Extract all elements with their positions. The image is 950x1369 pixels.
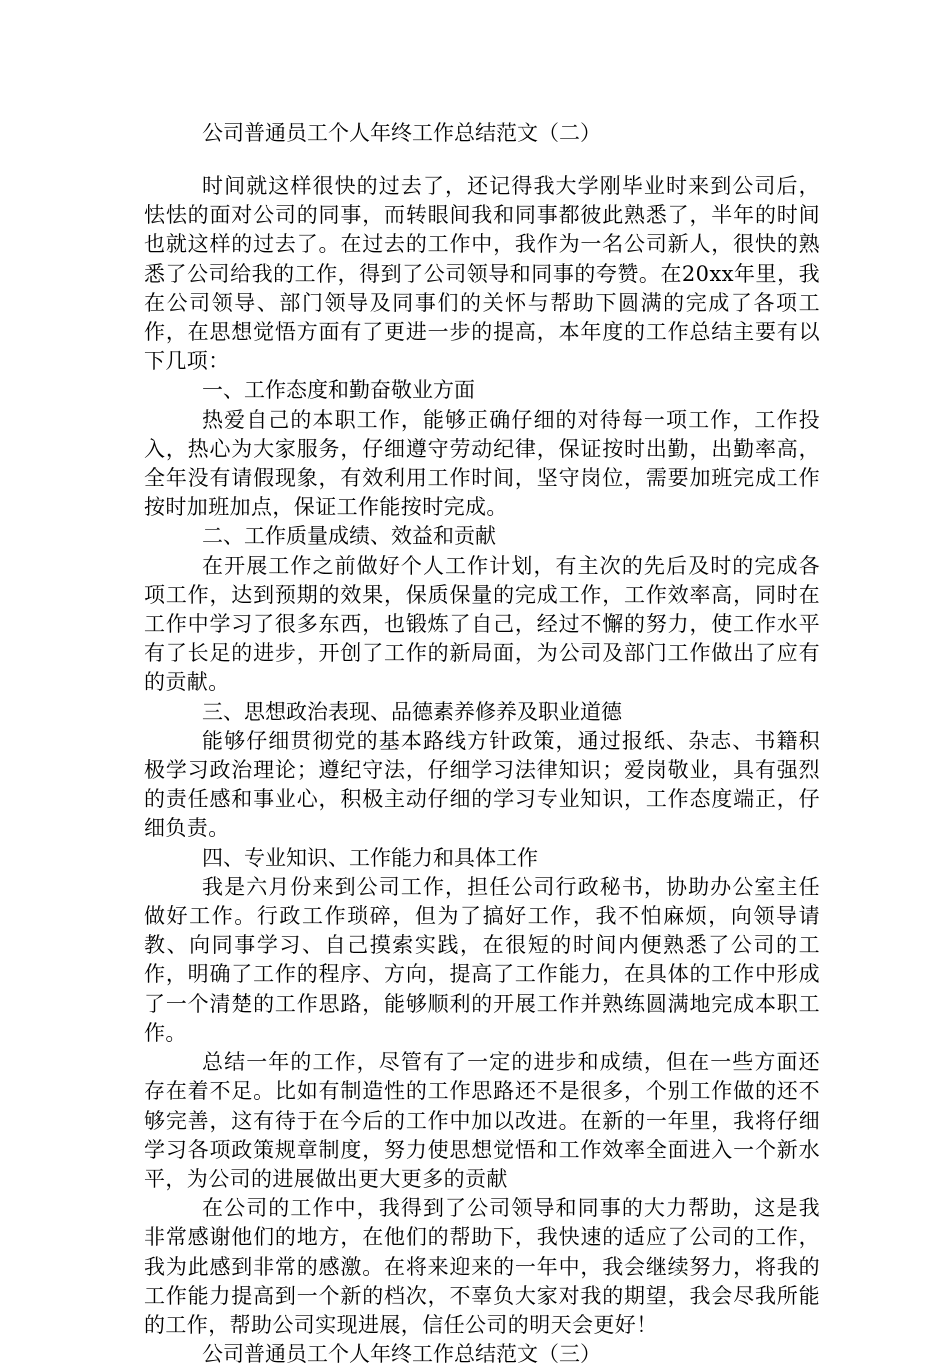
section-heading-4: 四、专业知识、工作能力和具体工作 [202,845,538,870]
summary-paragraph: 总结一年的工作，尽管有了一定的进步和成绩，但在一些方面还存在着不足。比如有制造性的工作思路还不是很多，个别工作做的还不够完善，这有待于在今后的工作中加以改进。在新的一年里，我将仔细学习各项政策规章制度，努力使思想觉悟和工作效率全面进入一个新水平，为公司的进展做出更大更多的贡献 [144,1050,820,1191]
document-page [144,118,820,1369]
closing-paragraph: 在公司的工作中，我得到了公司领导和同事的大力帮助，这是我非常感谢他们的地方，在他们的帮助下，我快速的适应了公司的工作，我为此感到非常的感激。在将来迎来的一年中，我会继续努力，将我的工作能力提高到一个新的档次，不辜负大家对我的期望，我会尽我所能的工作，帮助公司实现进展，信任公司的明天会更好！ [144,1196,820,1337]
section-heading-2: 二、工作质量成绩、效益和贡献 [202,524,496,549]
intro-paragraph: 时间就这样很快的过去了，还记得我大学刚毕业时来到公司后，怯怯的面对公司的同事，而转眼间我和同事都彼此熟悉了，半年的时间也就这样的过去了。在过去的工作中，我作为一名公司新人，很快的熟悉了公司给我的工作，得到了公司领导和同事的夸赞。在20xx年里，我在公司领导、部门领导及同事们的关怀与帮助下圆满的完成了各项工作，在思想觉悟方面有了更进一步的提高，本年度的工作总结主要有以下几项： [144,174,820,374]
document-title: 公司普通员工个人年终工作总结范文（二） [202,121,601,145]
section-body-2: 在开展工作之前做好个人工作计划，有主次的先后及时的完成各项工作，达到预期的效果，保质保量的完成工作，工作效率高，同时在工作中学习了很多东西，也锻炼了自己，经过不懈的努力，使工作水平有了长足的进步，开创了工作的新局面，为公司及部门工作做出了应有的贡献。 [144,553,820,695]
section-body-1: 热爱自己的本职工作，能够正确仔细的对待每一项工作，工作投入，热心为大家服务，仔细遵守劳动纪律，保证按时出勤，出勤率高，全年没有请假现象，有效利用工作时间，坚守岗位，需要加班完成工作按时加班加点，保证工作能按时完成。 [144,407,820,520]
section-heading-3: 三、思想政治表现、品德素养修养及职业道德 [202,699,622,724]
section-heading-1: 一、工作态度和勤奋敬业方面 [202,378,475,403]
next-document-title: 公司普通员工个人年终工作总结范文（三） [202,1342,601,1367]
section-body-4: 我是六月份来到公司工作，担任公司行政秘书，协助办公室主任做好工作。行政工作琐碎，但为了搞好工作，我不怕麻烦，向领导请教、向同事学习、自己摸索实践，在很短的时间内便熟悉了公司的工作，明确了工作的程序、方向，提高了工作能力，在具体的工作中形成了一个清楚的工作思路，能够顺利的开展工作并熟练圆满地完成本职工作。 [144,874,820,1045]
section-body-3: 能够仔细贯彻党的基本路线方针政策，通过报纸、杂志、书籍积极学习政治理论；遵纪守法，仔细学习法律知识；爱岗敬业，具有强烈的责任感和事业心，积极主动仔细的学习专业知识，工作态度端正，仔细负责。 [144,728,820,841]
